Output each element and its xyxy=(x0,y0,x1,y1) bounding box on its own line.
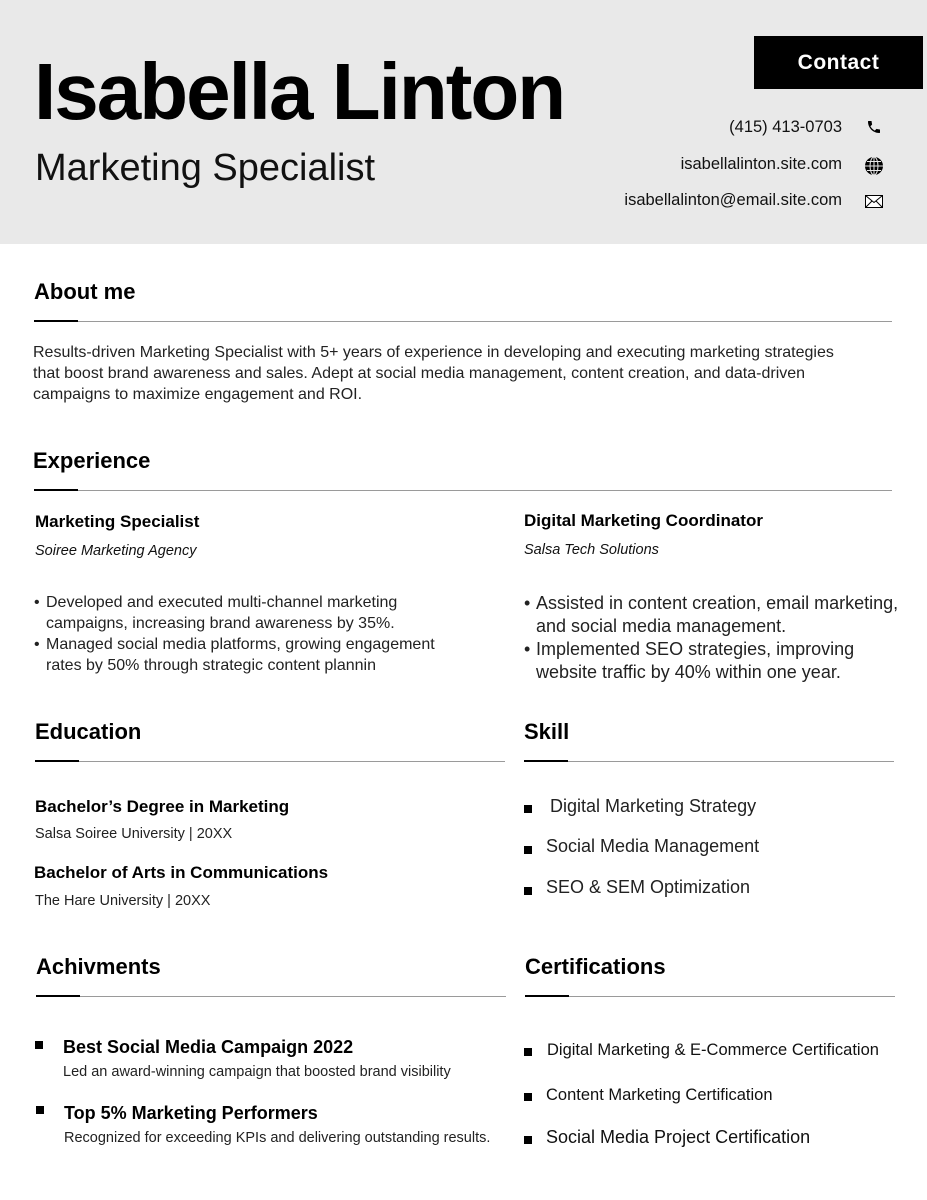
bullet-square-icon xyxy=(524,1093,532,1101)
about-divider xyxy=(34,321,892,322)
phone-number: (415) 413-0703 xyxy=(729,118,842,136)
skill-item: SEO & SEM Optimization xyxy=(546,877,751,897)
job-bullet: • Assisted in content creation, email marketing, and social media management. xyxy=(524,592,904,638)
job-bullet: • Developed and executed multi-channel marketing campaigns, increasing brand awareness by 35%. xyxy=(34,592,454,634)
bullet-square-icon xyxy=(36,1106,44,1114)
bullet-square-icon xyxy=(524,887,532,895)
achievement-desc: Led an award-winning campaign that boosted brand visibility xyxy=(63,1064,451,1080)
school-name: The Hare University | 20XX xyxy=(35,893,211,909)
achievement-title: Top 5% Marketing Performers xyxy=(64,1103,318,1123)
about-text: Results-driven Marketing Specialist with 5+ years of experience in developing and executing marketing strategies that boost brand awareness and sales. Adept at social media management, content creation, and data-driven campaigns to maximize engagement and ROI. xyxy=(33,344,834,403)
bullet-square-icon xyxy=(524,805,532,813)
job-role: Marketing Specialist xyxy=(35,147,376,189)
education-heading: Education xyxy=(35,719,142,744)
job-company: Salsa Tech Solutions xyxy=(524,542,659,558)
education-divider xyxy=(35,761,505,762)
bullet-square-icon xyxy=(524,1048,532,1056)
achievement-desc: Recognized for exceeding KPIs and delivering outstanding results. xyxy=(64,1130,491,1146)
bullet-square-icon xyxy=(524,846,532,854)
skill-item: Social Media Management xyxy=(546,836,760,856)
skill-accent xyxy=(524,760,568,762)
certification-item: Content Marketing Certification xyxy=(546,1086,773,1104)
experience-heading: Experience xyxy=(33,448,151,473)
phone-icon xyxy=(863,116,885,138)
bullet-square-icon xyxy=(524,1136,532,1144)
globe-icon xyxy=(863,155,885,177)
contact-button[interactable]: Contact xyxy=(754,36,923,89)
school-name: Salsa Soiree University | 20XX xyxy=(35,826,233,842)
experience-accent xyxy=(34,489,78,491)
skill-heading: Skill xyxy=(524,719,570,744)
degree-title: Bachelor of Arts in Communications xyxy=(34,863,329,882)
job-bullet: • Implemented SEO strategies, improving website traffic by 40% within one year. xyxy=(524,638,904,684)
achievements-heading: Achivments xyxy=(36,954,161,979)
about-heading: About me xyxy=(34,279,136,304)
skill-item: Digital Marketing Strategy xyxy=(550,796,757,816)
person-name: Isabella Linton xyxy=(34,47,565,136)
website-link[interactable]: isabellalinton.site.com xyxy=(680,155,842,173)
achievement-title: Best Social Media Campaign 2022 xyxy=(63,1037,354,1057)
job-bullets xyxy=(34,592,454,676)
degree-title: Bachelor’s Degree in Marketing xyxy=(35,797,290,816)
education-accent xyxy=(35,760,79,762)
achievements-divider xyxy=(36,996,506,997)
mail-icon xyxy=(863,190,885,212)
email-link[interactable]: isabellalinton@email.site.com xyxy=(624,191,842,209)
job-title: Marketing Specialist xyxy=(35,512,200,531)
certifications-heading: Certifications xyxy=(525,954,666,979)
skill-divider xyxy=(524,761,894,762)
experience-divider xyxy=(34,490,892,491)
bullet-square-icon xyxy=(35,1041,43,1049)
job-bullet: • Managed social media platforms, growing engagement rates by 50% through strategic content plannin xyxy=(34,634,454,676)
certification-item: Social Media Project Certification xyxy=(546,1127,811,1147)
job-title: Digital Marketing Coordinator xyxy=(524,511,763,530)
achievements-accent xyxy=(36,995,80,997)
job-bullets xyxy=(524,592,904,684)
certifications-accent xyxy=(525,995,569,997)
certifications-divider xyxy=(525,996,895,997)
job-company: Soiree Marketing Agency xyxy=(35,543,197,559)
about-accent xyxy=(34,320,78,322)
certification-item: Digital Marketing & E-Commerce Certification xyxy=(547,1041,879,1059)
